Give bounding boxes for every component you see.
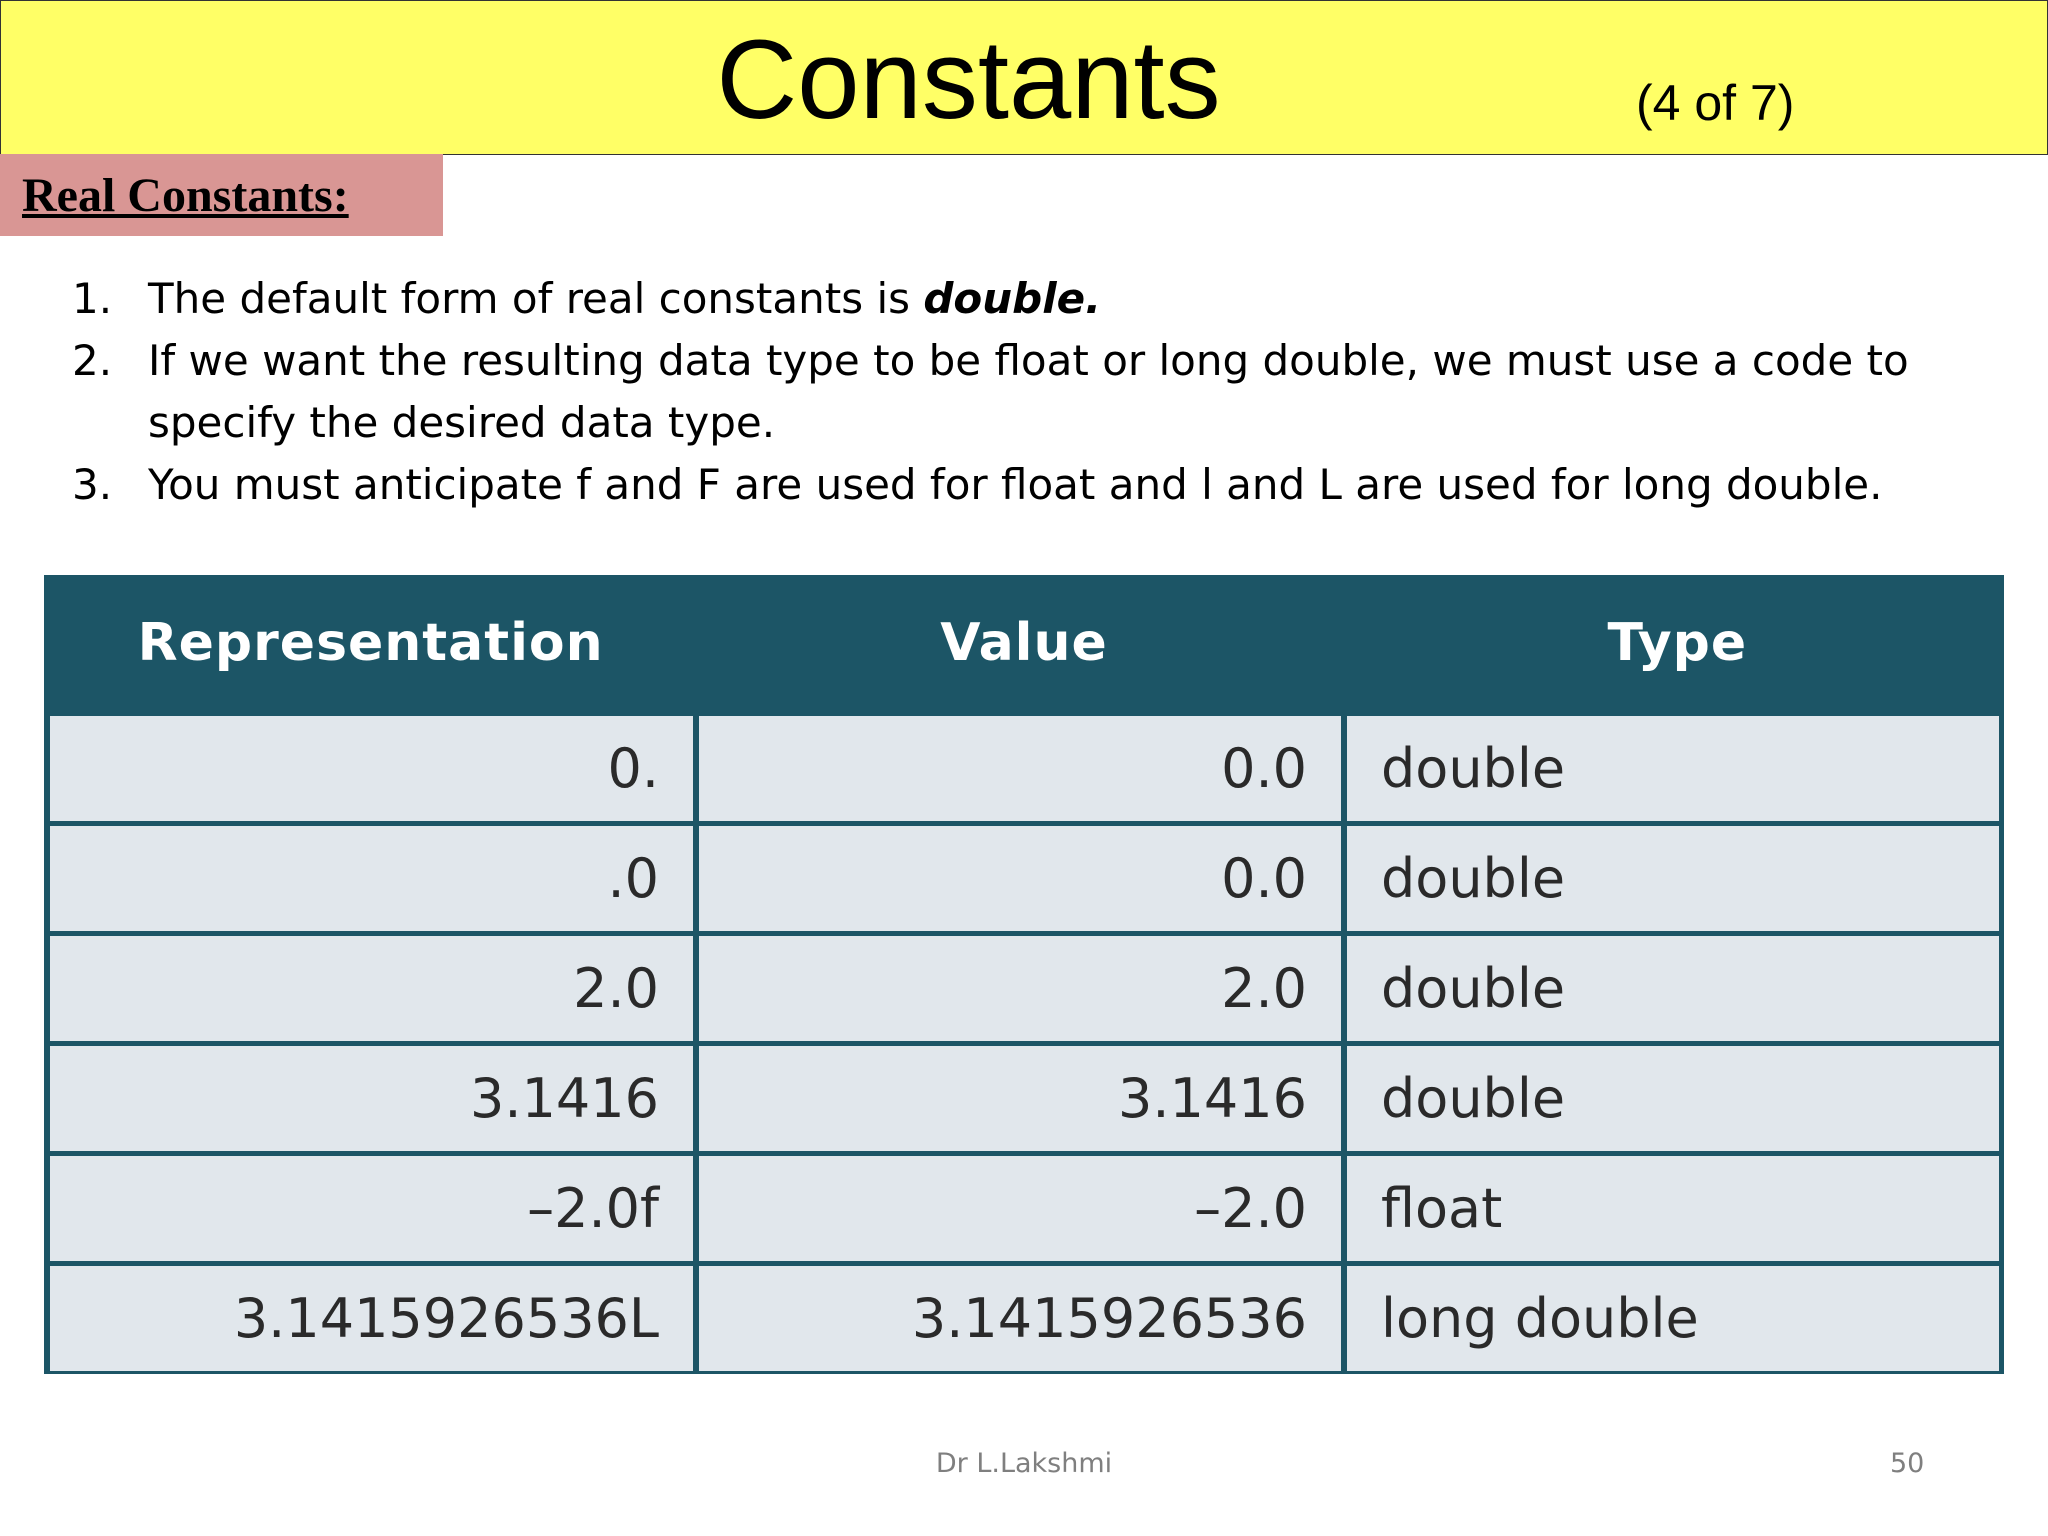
cell-value: 3.1416: [699, 1046, 1341, 1151]
cell-representation: 3.1415926536L: [50, 1266, 693, 1371]
list-item-text: You must anticipate f and F are used for float and l and L are used for long double.: [148, 460, 1883, 509]
column-header-type: Type: [1607, 613, 1748, 673]
list-item: [72, 268, 1972, 330]
slide-page-count: (4 of 7): [1636, 75, 1795, 131]
cell-type: double: [1347, 1046, 1999, 1151]
footer-author: Dr L.Lakshmi: [935, 1448, 1113, 1479]
cell-type: long double: [1347, 1266, 1999, 1371]
cell-representation: 2.0: [50, 936, 693, 1041]
cell-type: double: [1347, 826, 1999, 931]
title-bar: [0, 0, 2048, 155]
list-item-emphasis: double.: [923, 274, 1102, 323]
table-row: [50, 1266, 1999, 1371]
constants-table: [44, 575, 2004, 1374]
column-header-value: Value: [940, 613, 1108, 673]
list-item-text: [148, 268, 1972, 330]
cell-representation: 3.1416: [50, 1046, 693, 1151]
slide-title: Constants: [716, 17, 1221, 142]
footer-page-number: 50: [1890, 1448, 1925, 1479]
list-item-number: 3.: [72, 460, 113, 509]
list-item-number: 1.: [72, 274, 113, 323]
table-row: [50, 826, 1999, 931]
section-label-box: [0, 154, 443, 236]
cell-type: double: [1347, 716, 1999, 821]
cell-value: 2.0: [699, 936, 1341, 1041]
table-body: [50, 716, 1999, 1376]
list-item-number: 2.: [72, 336, 113, 385]
cell-representation: 0.: [50, 716, 693, 821]
point-list: [72, 268, 1972, 516]
cell-representation: –2.0f: [50, 1156, 693, 1261]
cell-type: double: [1347, 936, 1999, 1041]
list-item-text-plain: The default form of real constants is: [148, 274, 924, 323]
table-row: [50, 1046, 1999, 1151]
cell-type: float: [1347, 1156, 1999, 1261]
section-label: Real Constants:: [22, 169, 349, 222]
cell-value: 0.0: [699, 826, 1341, 931]
column-header-representation: Representation: [137, 613, 604, 673]
cell-representation: .0: [50, 826, 693, 931]
cell-value: 0.0: [699, 716, 1341, 821]
cell-value: 3.1415926536: [699, 1266, 1341, 1371]
list-item: [72, 454, 1972, 516]
table-header: [44, 575, 2004, 712]
list-item-text: If we want the resulting data type to be float or long double, we must use a code to specify the desired data type.: [148, 336, 1909, 447]
table-row: [50, 936, 1999, 1041]
list-item: [72, 330, 1972, 454]
table-row: [50, 716, 1999, 821]
cell-value: –2.0: [699, 1156, 1341, 1261]
table-row: [50, 1156, 1999, 1261]
